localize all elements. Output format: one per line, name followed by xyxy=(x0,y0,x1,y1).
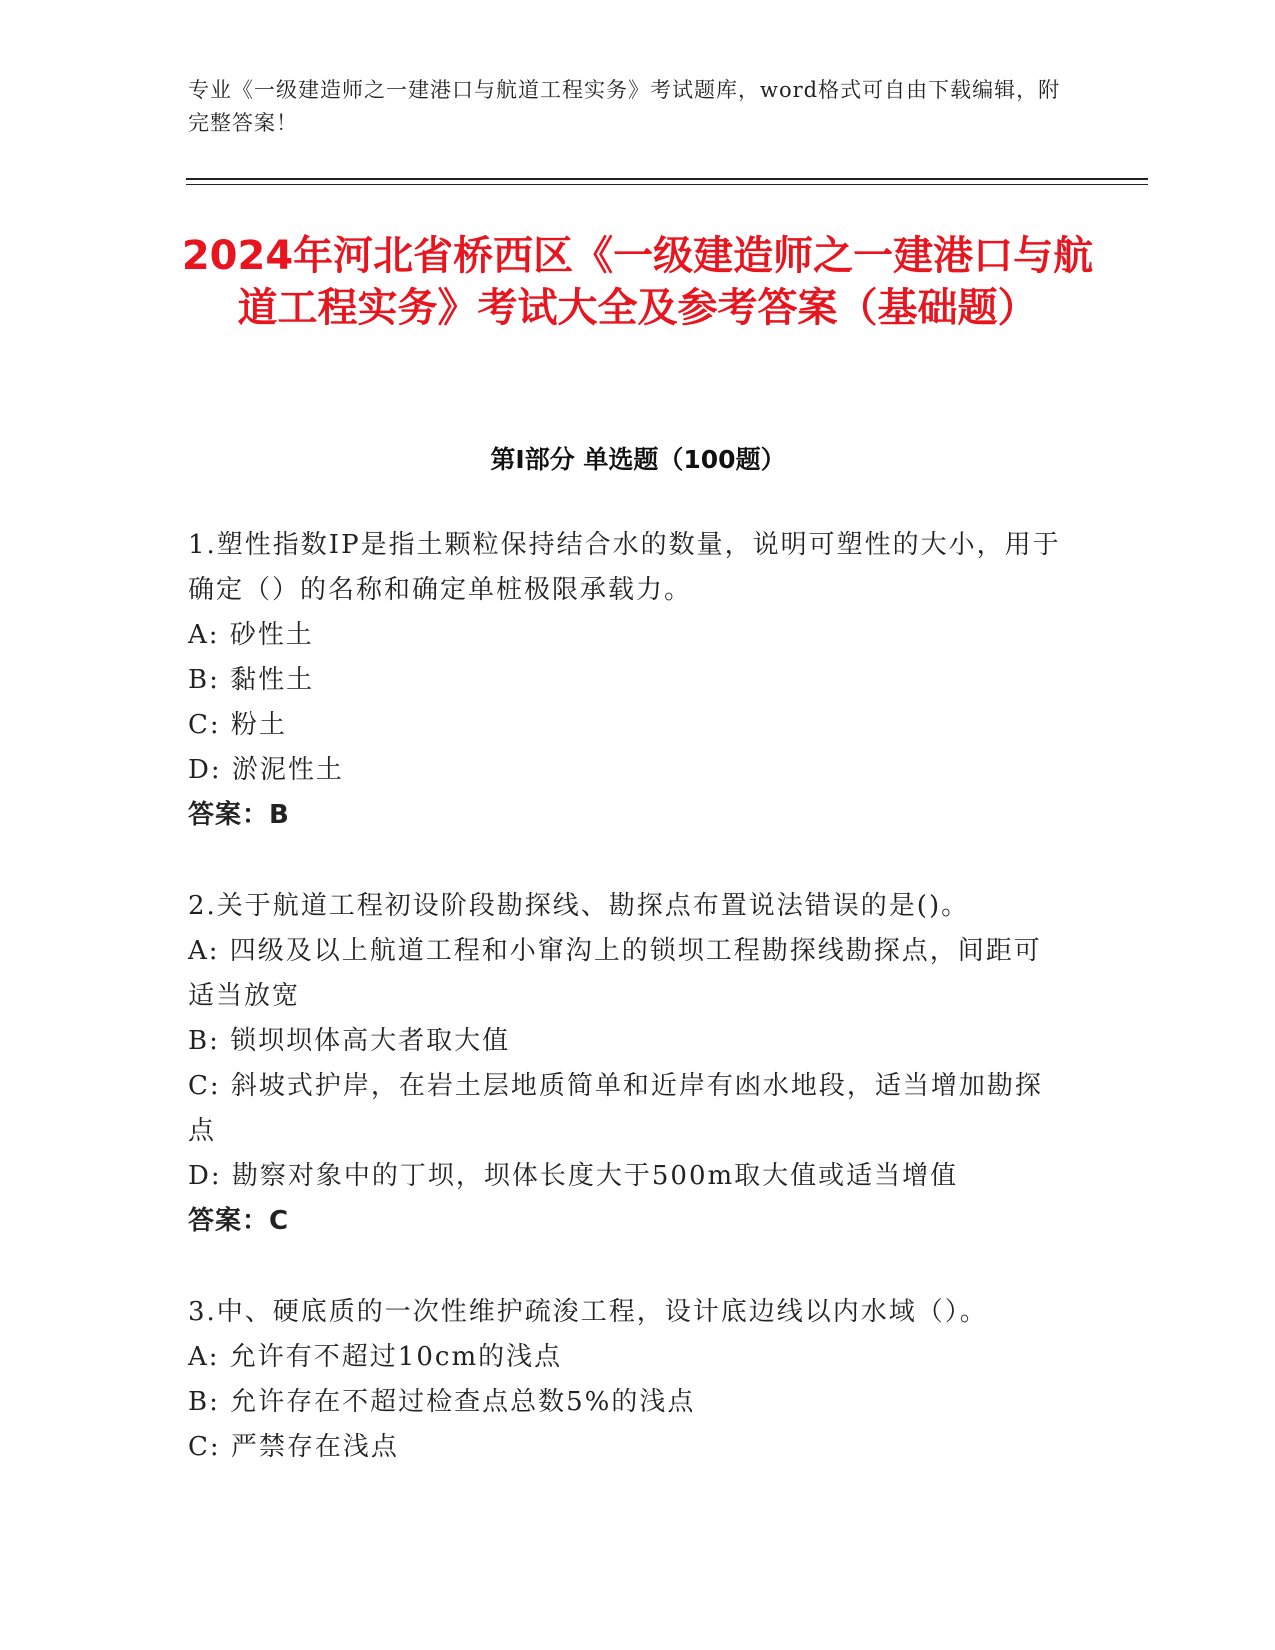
answer: 答案：C xyxy=(188,1206,290,1236)
option-a: A: 四级及以上航道工程和小窜沟上的锁坝工程勘探线勘探点，间距可适当放宽 xyxy=(188,936,1042,1011)
question-3 xyxy=(188,1290,1068,1470)
option-b: B: 锁坝坝体高大者取大值 xyxy=(188,1026,511,1056)
option-b: B: 允许存在不超过检查点总数5%的浅点 xyxy=(188,1387,696,1417)
question-2 xyxy=(188,884,1068,1244)
question-stem: 1.塑性指数IP是指土颗粒保持结合水的数量，说明可塑性的大小，用于确定（）的名称和确定单桩极限承载力。 xyxy=(188,530,1061,605)
option-a: A: 允许有不超过10cm的浅点 xyxy=(188,1342,563,1372)
option-a: A: 砂性土 xyxy=(188,620,314,650)
header-note: 专业《一级建造师之一建港口与航道工程实务》考试题库，word格式可自由下载编辑，附完整答案！ xyxy=(188,78,1061,135)
option-c: C: 严禁存在浅点 xyxy=(188,1432,399,1462)
question-stem: 3.中、硬底质的一次性维护疏浚工程，设计底边线以内水域（）。 xyxy=(188,1297,988,1327)
section-title: 第Ⅰ部分 单选题（100题） xyxy=(490,445,786,474)
document-title: 2024年河北省桥西区《一级建造师之一建港口与航道工程实务》考试大全及参考答案（基础题） xyxy=(181,233,1094,331)
option-d: D: 淤泥性土 xyxy=(188,755,344,785)
header-rule-thick xyxy=(186,178,1148,180)
question-stem: 2.关于航道工程初设阶段勘探线、勘探点布置说法错误的是()。 xyxy=(188,891,970,921)
option-c: C: 斜坡式护岸，在岩土层地质简单和近岸有凼水地段，适当增加勘探点 xyxy=(188,1071,1043,1146)
header-rule-thin xyxy=(186,184,1148,185)
option-d: D: 勘察对象中的丁坝，坝体长度大于500m取大值或适当增值 xyxy=(188,1161,959,1191)
option-b: B: 黏性土 xyxy=(188,665,315,695)
answer: 答案：B xyxy=(188,800,290,830)
question-1 xyxy=(188,523,1068,838)
option-c: C: 粉土 xyxy=(188,710,287,740)
